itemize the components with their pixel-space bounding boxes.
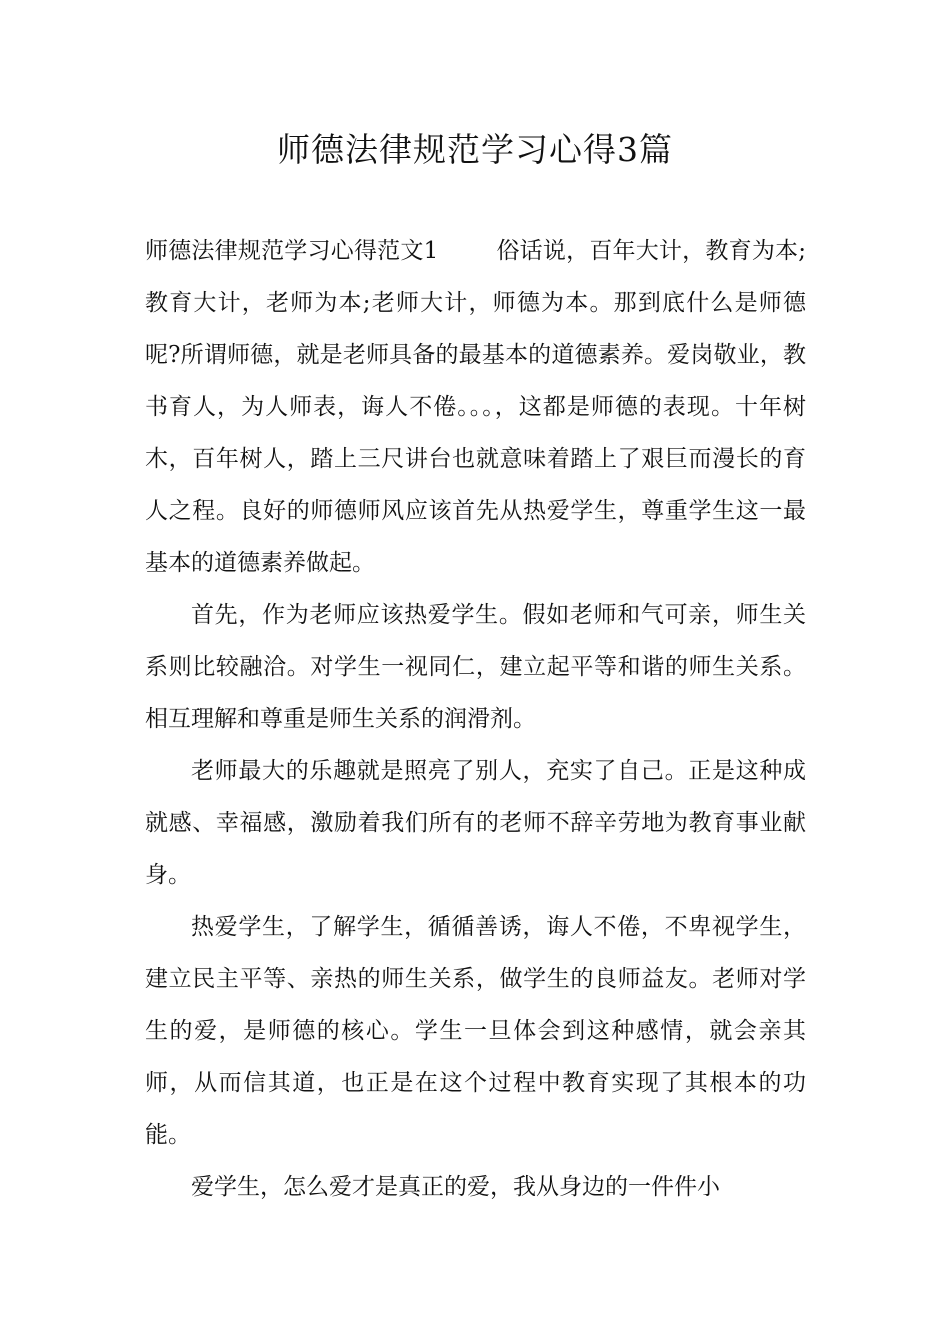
document-body [145,225,806,1213]
paragraph-5: 爱学生，怎么爱才是真正的爱，我从身边的一件件小 [191,1174,720,1200]
paragraph-3: 老师最大的乐趣就是照亮了别人，充实了自己。正是这种成就感、幸福感，激励着我们所有的老师不辞辛劳地为教育事业献身。 [145,758,806,888]
paragraph-1-text: 俗话说，百年大计，教育为本;教育大计，老师为本;老师大计，师德为本。那到底什么是师德呢?所谓师德，就是老师具备的最基本的道德素养。爱岗敬业，教书育人，为人师表，诲人不倦。。。，这都是师德的表现。十年树木，百年树人，踏上三尺讲台也就意味着踏上了艰巨而漫长的育人之程。良好的师德师风应该首先从热爱学生，尊重学生这一最基本的道德素养做起。 [145,238,807,576]
paragraph-1-lead: 师德法律规范学习心得范文1 [145,238,439,264]
paragraph-1 [145,225,806,589]
paragraph-2: 首先，作为老师应该热爱学生。假如老师和气可亲，师生关系则比较融洽。对学生一视同仁，建立起平等和谐的师生关系。相互理解和尊重是师生关系的润滑剂。 [145,602,806,732]
document-title: 师德法律规范学习心得3篇 [277,130,673,169]
paragraph-4: 热爱学生，了解学生，循循善诱，诲人不倦，不卑视学生，建立民主平等、亲热的师生关系，做学生的良师益友。老师对学生的爱，是师德的核心。学生一旦体会到这种感情，就会亲其师，从而信其道，也正是在这个过程中教育实现了其根本的功能。 [145,914,806,1148]
